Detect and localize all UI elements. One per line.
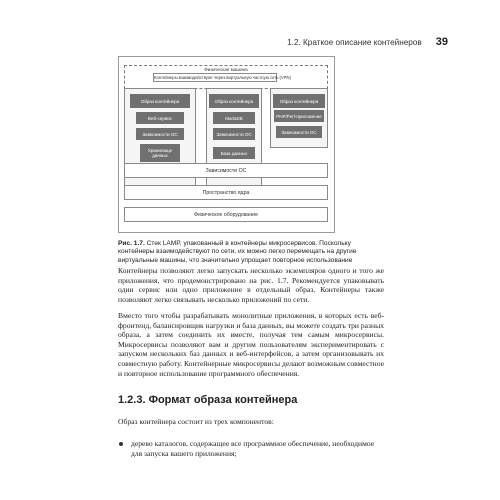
paragraph-2: Вместо того чтобы разрабатывать монолитные приложения, в которых есть веб-фронтенд, балансировщик нагрузки и база данных, вы можете создать три разных образа, а затем соединить их вместе, получая тем самым микросервисы. Микросервисы позволяют вам и другим пользователям экспериментировать с запуском нескольких баз данных и веб-интерфейсов, а затем организовывать их совместную работу. Контейнерные микросервисы делают возможным совместное и повторное использование программного обеспечения. bbox=[118, 311, 384, 378]
layer-os-dependencies: Зависимости ОС bbox=[124, 163, 328, 178]
container-image-1-title: Образ контейнера bbox=[130, 94, 190, 108]
container-image-2-title: Образ контейнера bbox=[209, 94, 259, 108]
container-2-item-3: База данных bbox=[213, 147, 255, 159]
intro-paragraph: Образ контейнера состоит из трех компонентов: bbox=[118, 417, 274, 426]
paragraph-1: Контейнеры позволяют легко запускать несколько экземпляров одного и того же приложения, что продемонстрировано на рис. 1.7. Рекомендуется упаковывать один сервис или одно приложение в отдельный образ. Контейнеры также позволяют легко связывать несколько приложений по сети. bbox=[118, 266, 384, 304]
container-1-item-3: Хранилище данных bbox=[140, 144, 180, 162]
container-1-item-2: Зависимости ОС bbox=[136, 128, 184, 140]
vpn-note: Контейнеры взаимодействуют через виртуальную частную сеть (VPN) bbox=[154, 75, 291, 80]
figure-caption-text: Стек LAMP, упакованный в контейнеры микросервисов. Поскольку контейнеры взаимодействуют по сети, их можно легко перемещать на другие виртуальные машины, что значительно упрощает повторное использование bbox=[118, 240, 357, 264]
bullet-icon bbox=[119, 442, 123, 446]
figure-caption bbox=[118, 240, 368, 265]
container-3-item-1: PHP/Perl-приложение bbox=[274, 110, 324, 122]
layer-kernel-space: Пространство ядра bbox=[124, 185, 328, 200]
section-title: 1.2. Краткое описание контейнеров bbox=[287, 38, 422, 47]
container-2-item-1: MariaDB bbox=[213, 112, 255, 124]
container-image-3-title: Образ контейнера bbox=[273, 94, 325, 108]
container-3-item-2: Зависимости ОС bbox=[276, 126, 322, 138]
physical-machine-label: Физическая машина bbox=[204, 67, 248, 72]
bullet-text: дерево каталогов, содержащее все программное обеспечение, необходимое для запуска вашего приложения; bbox=[131, 439, 375, 458]
container-1-item-1: Веб-сервис bbox=[136, 112, 184, 124]
page-number: 39 bbox=[435, 36, 448, 48]
running-header bbox=[248, 36, 448, 50]
layer-hardware: Физическое оборудование bbox=[124, 207, 328, 222]
container-2-item-2: Зависимости ОС bbox=[213, 128, 255, 140]
section-heading: 1.2.3. Формат образа контейнера bbox=[118, 394, 298, 406]
figure-label: Рис. 1.7. bbox=[118, 240, 145, 247]
